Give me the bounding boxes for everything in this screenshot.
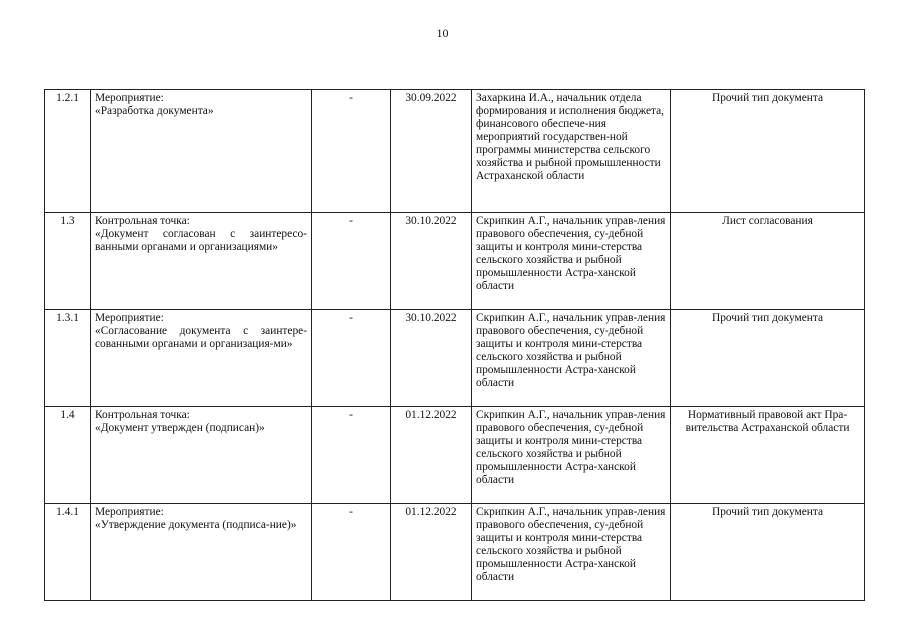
page-number: 10 [436,26,449,40]
responsible-text: Скрипкин А.Г., начальник управ-ления правового обеспечения, су-дебной защиты и контроля мини-стерства сельского хозяйства и рыбной промышленности Астра-ханской области [476,215,666,292]
responsible-cell [472,407,671,504]
table-row [45,310,865,407]
date-cell: 01.12.2022 [391,504,472,601]
doc-type-cell: Прочий тип документа [671,310,865,407]
doc-type-cell: Лист согласования [671,213,865,310]
table-row [45,90,865,213]
dash-cell: - [312,213,391,310]
doc-type-cell: Нормативный правовой акт Пра-вительства Астраханской области [671,407,865,504]
row-number: 1.4.1 [45,504,91,601]
event-kind: Контрольная точка: [95,409,190,421]
date-cell: 30.09.2022 [391,90,472,213]
row-number: 1.3 [45,213,91,310]
row-number: 1.2.1 [45,90,91,213]
event-title: «Документ утвержден (подписан)» [95,422,265,434]
table-row [45,504,865,601]
dash-cell: - [312,504,391,601]
plan-table [44,89,865,601]
event-kind: Мероприятие: [95,92,164,104]
event-kind: Мероприятие: [95,506,164,518]
event-title: «Документ согласован с заинтересо-ванными органами и организациями» [95,228,307,253]
date-cell: 01.12.2022 [391,407,472,504]
doc-type-cell: Прочий тип документа [671,504,865,601]
dash-cell: - [312,90,391,213]
dash-cell: - [312,407,391,504]
responsible-cell [472,310,671,407]
event-title: «Утверждение документа (подписа-ние)» [95,519,297,531]
table-row [45,213,865,310]
row-number: 1.4 [45,407,91,504]
responsible-text: Захаркина И.А., начальник отдела формирования и исполнения бюджета, финансового обеспече-ния мероприятий государствен-ной программы министерства сельского хозяйства и рыбной промышленности Астраханской области [476,92,665,182]
date-cell: 30.10.2022 [391,213,472,310]
event-kind: Контрольная точка: [95,215,190,227]
responsible-cell [472,213,671,310]
event-cell [91,213,312,310]
event-cell [91,310,312,407]
event-cell [91,504,312,601]
responsible-text: Скрипкин А.Г., начальник управ-ления правового обеспечения, су-дебной защиты и контроля мини-стерства сельского хозяйства и рыбной промышленности Астра-ханской области [476,506,666,583]
responsible-text: Скрипкин А.Г., начальник управ-ления правового обеспечения, су-дебной защиты и контроля мини-стерства сельского хозяйства и рыбной промышленности Астра-ханской области [476,409,666,486]
table-row [45,407,865,504]
date-cell: 30.10.2022 [391,310,472,407]
responsible-text: Скрипкин А.Г., начальник управ-ления правового обеспечения, су-дебной защиты и контроля мини-стерства сельского хозяйства и рыбной промышленности Астра-ханской области [476,312,666,389]
doc-type-cell: Прочий тип документа [671,90,865,213]
event-cell [91,407,312,504]
responsible-cell [472,90,671,213]
event-title: «Согласование документа с заинтере-сованными органами и организация-ми» [95,325,307,350]
event-title: «Разработка документа» [95,105,214,117]
row-number: 1.3.1 [45,310,91,407]
responsible-cell [472,504,671,601]
event-cell [91,90,312,213]
event-kind: Мероприятие: [95,312,164,324]
dash-cell: - [312,310,391,407]
